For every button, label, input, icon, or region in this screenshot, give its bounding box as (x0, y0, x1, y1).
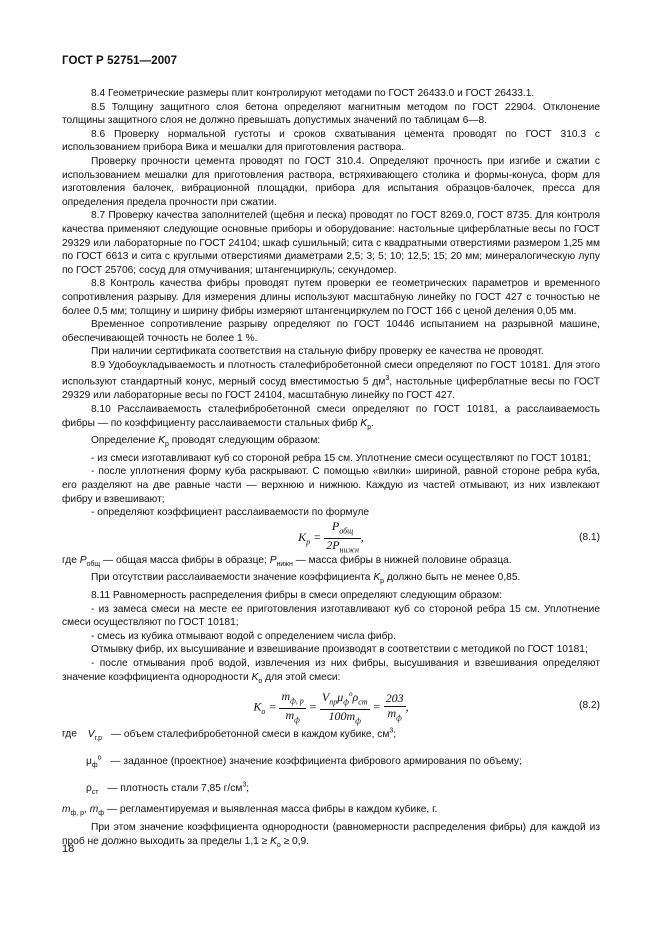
formula-8-1 (62, 520, 600, 554)
comma: , (360, 530, 364, 545)
definition-symbol (86, 756, 102, 767)
equals-sign: = (268, 700, 277, 715)
subscript: ф (98, 810, 104, 818)
symbol: V (321, 690, 330, 705)
superscript: 3 (242, 781, 247, 789)
definition-symbol (88, 729, 102, 740)
paragraph: - смесь из кубика отмывают водой с определением числа фибр. (91, 630, 396, 642)
text: 8.10 Расслаиваемость сталефибробетонной смеси определяют по ГОСТ 10181, а расслаиваемость фибры — по коэффициенту расслаиваемости стальных фибр (62, 404, 600, 429)
text: , (84, 804, 90, 816)
numerator: 203 (385, 690, 404, 705)
fraction (320, 688, 370, 728)
text: где (62, 728, 77, 740)
symbol: P (331, 518, 340, 533)
page-number: 18 (62, 843, 75, 855)
paragraph (62, 434, 600, 452)
subscript: ст (91, 788, 99, 796)
denominator (384, 707, 406, 725)
text: ≥ 0,9. (280, 835, 310, 847)
text: При этом значение коэффициента однородности (равномерности распределения фибры) для каждой из проб не должно выходить за пределы 1,1 ≥ (62, 821, 600, 847)
paragraph (62, 821, 600, 852)
paragraph: 8.5 Толщину защитного слоя бетона определяют магнитным методом по ГОСТ 22904. Отклонение толщины защитного слоя не должно превышать допустимых значений по таблицам 6—8. (62, 101, 600, 127)
fraction (324, 520, 361, 557)
definition-text (107, 783, 249, 794)
paragraph: Проверку прочности цемента проводят по ГОСТ 310.4. Определяют прочность при изгибе и сжатии с использованием мешалки для приготовления раствора, встряхивающего столика и формы-конуса, форм для изготовления балочек, вибрационной площадки, прибора для испытания образцов-балочек, пресса для определения предела прочности при сжатии. (62, 155, 600, 208)
text: проводят следующим образом: (168, 435, 321, 447)
definition-text: — заданное (проектное) значение коэффициента фибрового армирования по объему; (110, 755, 522, 767)
definition-line (62, 751, 600, 772)
subscript: ф, р (290, 696, 304, 706)
symbol: ρ (86, 782, 92, 794)
paragraph: 8.11 Равномерность распределения фибры в смеси определяют следующим образом: (91, 590, 502, 602)
paragraph: Отмывку фибр, их высушивание и взвешивание производят в соответствии с методикой по ГОСТ 10181; (91, 644, 588, 656)
text: — масса фибры в нижней половине образца. (292, 554, 512, 566)
definition-symbol (86, 783, 99, 794)
subscript: нижн (276, 560, 293, 568)
symbol: ρ (352, 690, 359, 705)
symbol: K (373, 572, 381, 584)
subscript: р (165, 441, 169, 449)
paragraph: При наличии сертификата соответствия на стальную фибру проверку ее качества не проводят. (91, 346, 544, 358)
paragraph: 8.8 Контроль качества фибры проводят путем проверки ее геометрических параметров и временного сопротивления разрыву. Для измерения длины используют масштабную линейку по ГОСТ 427 с точностью не более 0,5 мм; толщину и ширину фибры измеряют штангенциркулем по ГОСТ 166 с ценой деления 0,05 мм. (62, 278, 600, 317)
symbol: K (270, 835, 277, 847)
formula-number: (8.2) (579, 700, 600, 712)
subscript: о (258, 677, 263, 685)
text: — общая масса фибры в образце; (100, 554, 270, 566)
subscript: р (306, 537, 311, 547)
superscript: 3 (385, 375, 390, 383)
formula-number: (8.1) (579, 531, 600, 543)
symbol: m (346, 709, 356, 724)
subscript: ф (396, 712, 402, 722)
symbol: K (251, 671, 259, 683)
subscript: р (367, 423, 372, 431)
paragraph: 8.6 Проверку нормальной густоты и сроков схватывания цемента проводят по ГОСТ 310.3 с использованием прибора Вика и мешалки для приготовления раствора. (62, 128, 600, 154)
formula-body (62, 688, 600, 728)
paragraph: Временное сопротивление разрыву определяют по ГОСТ 10446 испытанием на разрывной машине, обеспечивающей точность не более 1 %. (62, 319, 600, 344)
equals-sign: = (308, 700, 317, 715)
subscript: ф (343, 697, 349, 707)
paragraph: 8.7 Проверку качества заполнителей (щебня и песка) проводят по ГОСТ 8269.0, ГОСТ 8735. Для контроля качества применяют следующие основные приборы и оборудование: настольные циферблатные весы по ГОСТ 29329 или лабораторные по ГОСТ 24104; шкаф сушильный; сита с квадратными отверстиями размером 1,25 мм по ГОСТ 6613 и сита с круглыми отверстиями диаметрами 2,5; 3; 5; 10; 12,5; 15; 20 мм; минералогическую лупу по ГОСТ 25706; сосуд для отмучивания; штангенциркуль; секундомер. (62, 210, 600, 276)
subscript: г.р (94, 734, 103, 742)
numerator (320, 688, 370, 710)
text: для этой смеси: (262, 671, 341, 683)
definition-text (111, 729, 396, 740)
superscript: 3 (389, 727, 394, 735)
subscript: о (276, 841, 281, 849)
text: ; (393, 728, 397, 740)
symbol: m (62, 804, 71, 816)
page-header: ГОСТ Р 52751—2007 (62, 55, 178, 67)
subscript: ф (91, 761, 98, 769)
definition-text: — регламентируемая и выявленная масса фибры в каждом кубике, г. (103, 804, 438, 816)
paragraph (62, 359, 600, 403)
text: - после отмывания проб водой, извлечения из них фибры, высушивания и взвешивания определяют значение коэффициента однородности (62, 658, 600, 683)
definition-line (62, 778, 600, 799)
text: ; (246, 782, 250, 794)
number: 2 (326, 537, 333, 552)
paragraph: - из смеси изготавливают куб со стороной ребра 15 см. Уплотнение смеси осуществляют по ГОСТ 10181; (91, 452, 592, 464)
numerator (279, 690, 305, 709)
subscript: р (380, 578, 385, 586)
paragraph (62, 403, 600, 434)
symbol: V (87, 728, 95, 740)
subscript: общ (86, 560, 101, 568)
symbol: m (281, 688, 291, 703)
text: — объем сталефибробетонной смеси в каждом кубике, см (110, 728, 390, 740)
subscript: общ (339, 526, 354, 536)
text: При отсутствии расслаиваемости значение коэффициента (91, 572, 374, 584)
text: должно быть не менее 0,85. (384, 572, 521, 584)
symbol: K (298, 530, 307, 545)
symbol: P (79, 554, 87, 566)
paragraph (62, 571, 600, 589)
paragraph (62, 657, 600, 688)
paragraph: - определяют коэффициент расслаиваемости по формуле (91, 507, 370, 519)
subscript: нижн (339, 545, 359, 555)
equals-sign: = (372, 700, 381, 715)
symbol: m (285, 707, 295, 722)
fraction (279, 690, 305, 727)
symbol: P (269, 554, 277, 566)
text: — плотность стали 7,85 г/см (107, 782, 243, 794)
subscript: о (261, 707, 266, 717)
symbol: μ (337, 690, 344, 705)
definition-line (62, 724, 600, 745)
symbol: K (253, 700, 262, 715)
subscript: ф (355, 716, 361, 726)
fraction (384, 692, 406, 725)
comma: , (405, 700, 409, 715)
subscript: ф (294, 715, 300, 725)
subscript: пр (329, 697, 338, 707)
text: где (62, 554, 80, 566)
superscript: о (97, 754, 102, 762)
formula-body (62, 520, 600, 557)
document-body (62, 87, 600, 852)
symbol: P (332, 537, 340, 552)
formula-8-2 (62, 688, 600, 724)
symbol: K (360, 417, 368, 429)
text: Определение (91, 435, 159, 447)
symbol: m (89, 804, 99, 816)
numerator (324, 520, 361, 539)
paragraph: - из замеса смеси на месте ее приготовления изготавливают куб со стороной ребра 15 см. Уплотнение смеси осуществляют по ГОСТ 10181; (62, 603, 600, 629)
paragraph: 8.4 Геометрические размеры плит контролируют методами по ГОСТ 26433.0 и ГОСТ 26433.1. (91, 88, 535, 99)
symbol: K (158, 435, 166, 447)
number: 100 (328, 709, 347, 724)
subscript: ст (358, 697, 368, 707)
text: 8.9 Удобоукладываемость и плотность сталефибробетонной смеси определяют по ГОСТ 10181. Для этого используют стандартный конус, мерный сосуд вместимостью 5 дм (62, 359, 600, 388)
equals-sign: = (313, 530, 322, 545)
denominator (324, 539, 361, 557)
subscript: ф, р (70, 810, 85, 818)
symbol: μ (86, 755, 92, 767)
text: . (371, 417, 374, 429)
symbol: m (387, 705, 397, 720)
definition-line (62, 803, 600, 821)
paragraph: - после уплотнения форму куба раскрывают. С помощью «вилки» шириной, равной стороне ребра куба, его разделяют на две равные части — верхнюю и нижнюю. Каждую из частей отмывают, из них извлекают фибру и взвешивают; (62, 466, 600, 505)
superscript: о (348, 690, 353, 699)
text: , настольные циферблатные весы по ГОСТ 29329 или лабораторные весы по ГОСТ 24104, масштабную линейку по ГОСТ 427. (62, 376, 600, 402)
